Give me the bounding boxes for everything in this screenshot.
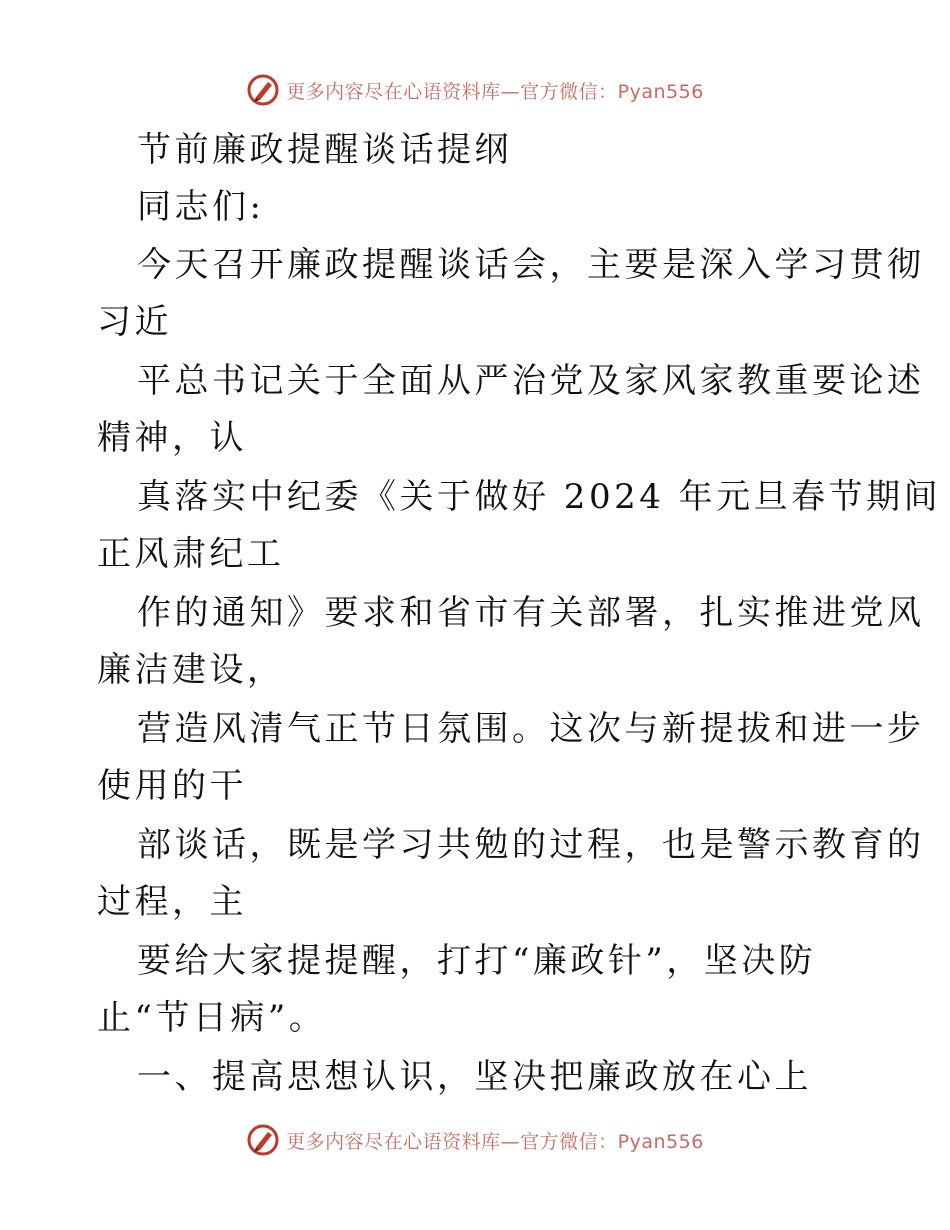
- footer-watermark: [0, 1120, 950, 1160]
- salutation: 同志们:: [137, 187, 265, 227]
- paragraph-line: 作的通知》要求和省市有关部署，扎实推进党风: [137, 593, 925, 633]
- paragraph-line: 今天召开廉政提醒谈话会，主要是深入学习贯彻: [137, 245, 925, 285]
- pen-seal-logo-icon: [246, 73, 280, 107]
- paragraph-line: 营造风清气正节日氛围。这次与新提拔和进一步: [137, 709, 925, 749]
- pen-seal-logo-icon: [246, 1123, 280, 1157]
- paragraph-line: 正风肃纪工: [97, 534, 285, 574]
- header-watermark: [0, 70, 950, 110]
- watermark-text: 更多内容尽在心语资料库—官方微信：Pyan556: [286, 1130, 704, 1153]
- paragraph-line: 止“节日病”。: [97, 998, 327, 1038]
- paragraph-line: 真落实中纪委《关于做好 2024 年元旦春节期间: [137, 477, 942, 517]
- paragraph-line: 廉洁建设，: [97, 650, 285, 690]
- paragraph-line: 习近: [97, 302, 172, 342]
- paragraph-line: 精神，认: [97, 418, 247, 458]
- watermark-text: 更多内容尽在心语资料库—官方微信：Pyan556: [286, 80, 704, 103]
- paragraph-line: 使用的干: [97, 766, 247, 806]
- paragraph-line: 要给大家提提醒，打打“廉政针”，坚决防: [137, 941, 817, 981]
- section-heading: 一、提高思想认识，坚决把廉政放在心上: [137, 1057, 812, 1097]
- paragraph-line: 部谈话，既是学习共勉的过程，也是警示教育的: [137, 825, 925, 865]
- paragraph-line: 平总书记关于全面从严治党及家风家教重要论述: [137, 361, 925, 401]
- document-title: 节前廉政提醒谈话提纲: [137, 130, 512, 170]
- paragraph-line: 过程，主: [97, 882, 247, 922]
